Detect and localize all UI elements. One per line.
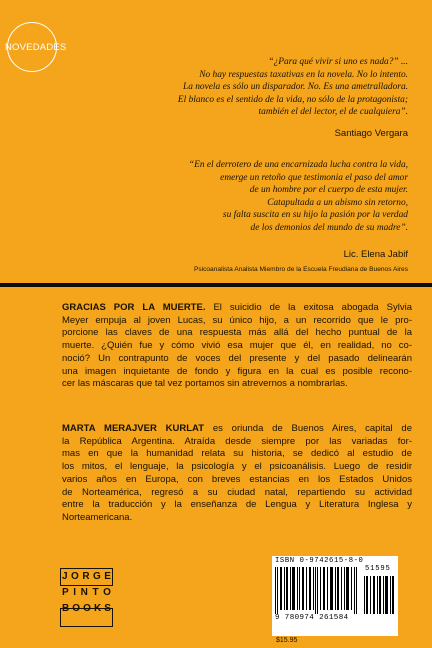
review-quote-1	[78, 56, 408, 119]
logo-letter: T	[92, 587, 99, 598]
quote-line: No hay respuestas taxativas en la novela. No lo intento.	[199, 69, 408, 80]
logo-letter: O	[83, 603, 91, 614]
quote-line: La novela es sólo un disparador. No. Es una ametralladora.	[182, 82, 408, 93]
paragraph-line: El suicidio de la exitosa abogada Sylvia	[205, 302, 412, 313]
paragraph-line: la República Argentina. Atraída desde siempre por las variadas for-	[62, 435, 412, 447]
paragraph-line: Meyer empuja al joven Lucas, su único hijo, a un recorrido que le pro-	[62, 314, 412, 326]
synopsis-paragraph	[62, 302, 412, 391]
quote-line: “En el derrotero de una encarnizada lucha contra la vida,	[188, 160, 408, 170]
logo-letter: G	[93, 571, 101, 582]
paragraph-line: los mitos, el lenguaje, la psicología y el psicoanálisis. Luego de residir	[62, 461, 412, 473]
logo-letter: O	[71, 571, 79, 582]
logo-row-pinto	[62, 587, 111, 598]
paragraph-line: mas en que la humanidad relata su historia, se dedicó al estudio de	[62, 448, 412, 460]
logo-letter: N	[80, 587, 88, 598]
isbn-barcode	[272, 556, 398, 636]
paragraph-line: una imagen inquietante de fondo y figura en la cual es posible recono-	[62, 365, 412, 377]
author-name: MARTA MERAJVER KURLAT	[62, 423, 204, 434]
paragraph-line: es oriunda de Buenos Aires, capital de	[204, 423, 412, 434]
quote-line: de un hombre por el cuerpo de esta mujer.	[249, 185, 408, 196]
barcode-addon-digits: 51595	[365, 565, 391, 573]
logo-letter: B	[62, 603, 70, 614]
price-label: $15.95	[276, 637, 298, 644]
author-bio-paragraph	[62, 423, 412, 525]
barcode-bars	[275, 567, 359, 614]
ean-digits: 9 780974 261584	[275, 614, 349, 622]
paragraph-line: porcione las claves de una respuesta más allá del hecho puntual de la	[62, 327, 412, 339]
paragraph-line: de Norteamérica, regresó a su ciudad natal, repartiendo su actividad	[62, 486, 412, 498]
logo-letter: I	[73, 587, 77, 598]
paragraph-line: noció? Un contrapunto de voces del presente y del pasado delinearán	[62, 352, 412, 364]
quote-line: El blanco es el sentido de la vida, no sólo de la protagonista;	[177, 94, 408, 105]
quote-1-author: Santiago Vergara	[334, 128, 408, 139]
paragraph-line: cer las máscaras que tal vez portamos sin atrevernos a nombrarlas.	[62, 378, 348, 390]
logo-letter: K	[93, 603, 102, 614]
quote-line: “¿Para qué vivir si uno es nada?” ...	[268, 57, 408, 67]
logo-letter: E	[104, 571, 111, 582]
logo-letter: O	[103, 587, 111, 598]
quote-line: de los demonios del mundo de su madre”.	[250, 222, 408, 233]
logo-letter: O	[72, 603, 81, 614]
novedades-badge-label: NOVEDADES	[5, 42, 67, 53]
quote-2-author: Lic. Elena Jabif	[343, 249, 408, 260]
logo-frame	[60, 568, 113, 586]
quote-line: emerge un retoño que testimonia el paso del amor	[220, 172, 408, 183]
barcode-addon-bars	[364, 576, 395, 614]
publisher-logo	[62, 571, 111, 628]
paragraph-line: muerte. ¿Quién fue y cómo vivió esa mujer que él, en realidad, no co-	[62, 340, 412, 352]
isbn-number: ISBN 0-9742615-8-0	[275, 557, 364, 565]
quote-2-author-credentials: Psicoanalista Analista Miembro de la Escuela Freudiana de Buenos Aires	[193, 266, 408, 273]
synopsis-title: GRACIAS POR LA MUERTE.	[62, 302, 206, 313]
logo-letter: R	[82, 571, 90, 582]
logo-letter: J	[62, 571, 68, 582]
quote-line: Catapultada a un abismo sin retorno,	[267, 197, 408, 208]
review-quote-2	[68, 159, 408, 235]
paragraph-line: entre la traducción y la enseñanza de Lengua y Literatura Inglesa y	[62, 499, 412, 511]
paragraph-line: Norteamericana.	[62, 511, 133, 523]
paragraph-line: varios años en Europa, con breves estancias en los Estados Unidos	[62, 473, 412, 485]
quote-line: también el del lector, el de cualquiera”.	[258, 107, 408, 118]
logo-letter: S	[104, 603, 111, 614]
logo-letter: P	[62, 587, 69, 598]
quote-line: su falta suscita en su hijo la pasión por la verdad	[222, 210, 408, 221]
logo-frame	[60, 608, 113, 627]
